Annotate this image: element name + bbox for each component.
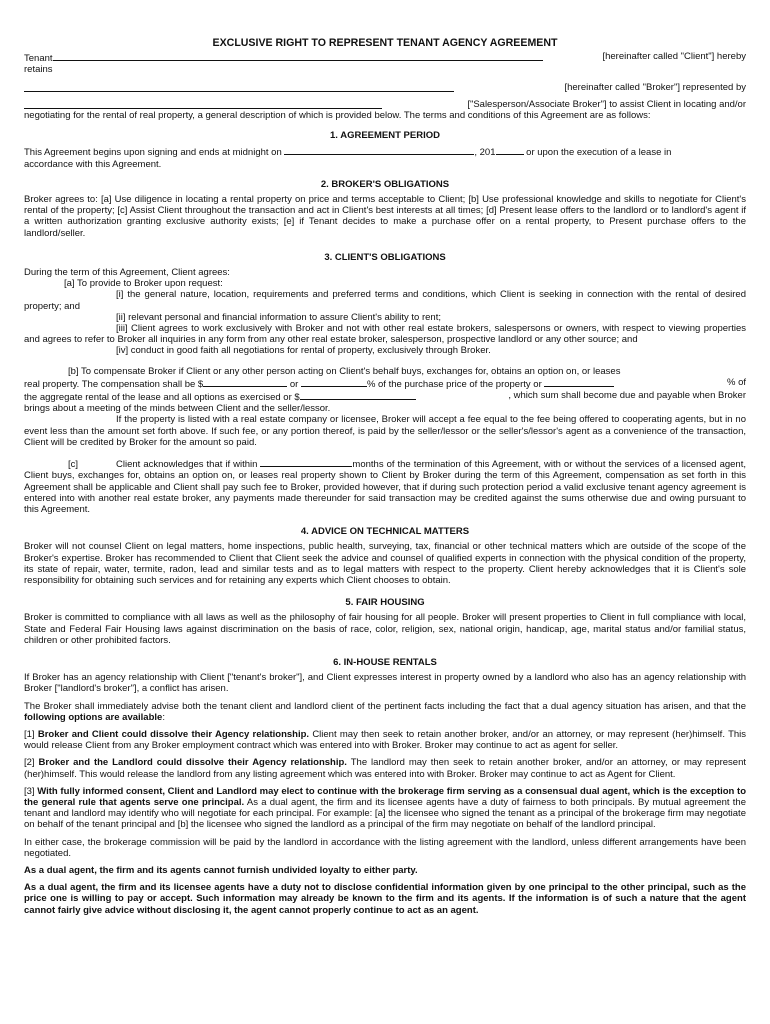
s6-para-1: If Broker has an agency relationship with Client ["tenant's broker"], and Client expresses interest in property owned by a landlord who also has an agency relationship with Broker ["landlord's broker"], a conflict has arisen. (24, 672, 746, 695)
s6-o1-label: [1] (24, 728, 38, 740)
s3-item-c (24, 457, 746, 515)
salesperson-line (24, 99, 746, 110)
intro-block (24, 51, 746, 121)
s6-para-2 (24, 701, 746, 723)
section-1-heading: 1. AGREEMENT PERIOD (330, 130, 440, 142)
s6-o3-label: [3] (24, 785, 38, 797)
s3-item-b-line3: brings about a meeting of the minds between Client and the seller/lessor. (24, 403, 331, 415)
agreement-document (24, 38, 746, 916)
tenant-line (24, 51, 746, 64)
rental-percent-field[interactable] (544, 377, 614, 387)
broker-name-field[interactable] (24, 82, 454, 92)
s1-text-a: This Agreement begins upon signing and ends at midnight on (24, 147, 282, 159)
s6-o3-text: As a dual agent, the firm and its licensee agents have a duty of fairness to both principals. By mutual agreement the tenant and landlord may identify who will negotiate for each principal. For example: [a] the licensee who signed the tenant as a principal of the brokerage firm may negotiate on behalf of the tenant principal and [b] the licensee who signed the landlord as a principal of the firm may negotiate on behalf of the landlord principal. (24, 796, 746, 831)
s3-item-b-first: [b] To compensate Broker if Client or any other person acting on Client's behalf buys, exchanges for, obtains an option on, or leases (68, 365, 621, 377)
s1-text-c: or upon the execution of a lease in (523, 147, 672, 159)
section-1-text (24, 145, 746, 158)
salesperson-name-field[interactable] (24, 99, 382, 109)
intro-paragraph: negotiating for the rental of real property, a general description of which is provided below. The terms and conditions of this Agreement are as follows: (24, 110, 651, 122)
s3-item-i-rest: the rental of desired property; and (24, 289, 746, 312)
s3-lead: During the term of this Agreement, Client agrees: (24, 267, 230, 279)
s6-option-3 (24, 786, 746, 831)
section-2-text: Broker agrees to: [a] Use diligence in locating a rental property on price and terms acceptable to Client; [b] Use professional knowledge and skills to negotiate for Client's rental of the property; [c] Assist Client throughout the transaction and act in Client's best interests at all times; [d] Present lease offers to the landlord or to landlord's agent if a written authorization granting exclusive authority exists; [e] if Tenant decides to make a purchase offer on a rental property, to Present purchase offers to the landlord/seller. (24, 194, 746, 239)
aggregate-amount-field[interactable] (300, 390, 416, 400)
purchase-percent-field[interactable] (301, 377, 367, 387)
s3-item-iii (24, 323, 746, 345)
s3-b-l2a: the aggregate rental of the lease and all options as exercised or $ (24, 392, 300, 404)
s3-item-i-first: [i] the general nature, location, requirements and preferred terms and conditions, which Client is seeking in connection with (116, 289, 655, 301)
retains-text: retains (24, 64, 53, 76)
section-4-heading: 4. ADVICE ON TECHNICAL MATTERS (300, 526, 470, 538)
s3-b-l1d: % of (726, 376, 746, 388)
section-5-heading: 5. FAIR HOUSING (345, 597, 425, 609)
end-year-field[interactable] (496, 145, 524, 155)
s3-item-iv: [iv] conduct in good faith all negotiations for rental of property, exclusively through Broker. (116, 345, 491, 357)
s6-p2-a: The Broker shall immediately advise both the tenant client and landlord client of the pertinent facts including the fact that a dual agency situation has arisen, and that the (24, 700, 746, 712)
s6-o3-bold: With fully informed consent, Client and Landlord may elect to continue with the brokerage firm serving as a consensual dual agent, which is the exception to the general rule that agents serve one principal. (24, 785, 746, 808)
s3-item-a: [a] To provide to Broker upon request: (64, 278, 223, 290)
s3-item-b-line1 (24, 377, 746, 390)
s3-item-b-line2 (24, 390, 746, 403)
s3-item-i (24, 289, 746, 311)
s6-para-either: In either case, the brokerage commission will be paid by the landlord in accordance with the listing agreement with the landlord, unless different arrangements have been negotiated. (24, 836, 746, 859)
tenant-name-field[interactable] (53, 51, 543, 61)
broker-line (24, 82, 746, 93)
s6-p2-b: following options are available (24, 711, 163, 723)
s6-option-2 (24, 757, 746, 779)
section-5-text: Broker is committed to compliance with all laws as well as the philosophy of fair housing for all people. Broker will present properties to Client in full compliance with local, State and Federal Fair Housing laws against discrimination on the basis of race, color, religion, sex, national origin, handicap, age, marital status and/or familial status, children or other prohibited factors. (24, 612, 746, 646)
s6-para-loyalty: As a dual agent, the firm and its agents cannot furnish undivided loyalty to either party. (24, 864, 418, 876)
s1-text-b: , 201 (474, 147, 496, 159)
s3-item-iii-rest: to viewing properties and agrees to refer to Broker all inquiries in any form from any other real estate broker, salesperson, prospective landlord or any other source; and (24, 323, 746, 346)
s6-p2-c: : (162, 711, 165, 723)
client-called-text: [hereinafter called "Client"] hereby (602, 51, 746, 63)
s3-item-iii-first: [iii] Client agrees to work exclusively with Broker and not with other real estate brokers, salespersons or owners, with respect (116, 323, 654, 335)
tenant-label: Tenant (24, 53, 53, 65)
end-date-field[interactable] (284, 145, 474, 155)
s3-b-l1a: real property. The compensation shall be $ (24, 378, 204, 390)
s3-b-l1c: % of the purchase price of the property or (366, 378, 545, 390)
s6-o2-label: [2] (24, 757, 39, 769)
broker-called-text: [hereinafter called "Broker"] represented by (564, 81, 746, 93)
s3-c-text-b: months of the termination of this Agreement, with or without the services of a licensed agent, Client buys, exchanges for, obtains an option on, or leases real property shown to Client by Broker during the term of this Agreement, compensation as set forth in this Agreement shall be applicable and Client shall pay such fee to Broker, provided however, that if during such protection period a valid exclusive tenant agency agreement is entered into with another real estate broker, any payments made thereunder for said transaction may be credited against the sums otherwise due and owing pursuant to this Agreement. (24, 459, 746, 515)
s6-o2-text: The landlord may then seek to retain another broker, and/or an attorney, or may represent (her)himself. This would release the landlord from any listing agreement which was entered into with Broker. Broker may continue to act as Agent for Client. (24, 757, 747, 780)
s3-item-b-para2: If the property is listed with a real estate company or licensee, Broker will accept a fee equal to the fee being offered to cooperating agents, but in no event less than the amount set forth above. If such fee, or any portion thereof, is paid by the seller/lessor or the seller's/lessor's agent as a convenience of the transaction, Client will be credited by Broker for the amount so paid. (24, 414, 746, 448)
protection-months-field[interactable] (260, 457, 352, 467)
section-4-text: Broker will not counsel Client on legal matters, home inspections, public health, surveying, tax, financial or other technical matters which are outside of the scope of the Broker's expertise. Broker has recommended to Client that Client seek the advice and counsel of qualified experts in connection with the physical condition of the property, its state of repair, water, termite, radon, lead and similar tests and as to legal matters with respect to the property. Client hereby acknowledges that it is Client's sole responsibility for obtaining such services and for retaining any experts which Client chooses to obtain. (24, 541, 746, 586)
s6-o1-bold: Broker and Client could dissolve their Agency relationship. (37, 728, 310, 740)
s3-c-label: [c] (68, 459, 79, 471)
s3-b-l1b: or (287, 378, 301, 390)
compensation-amount-field[interactable] (203, 377, 287, 387)
s6-para-duty: As a dual agent, the firm and its licensee agents have a duty not to disclose confidential information given by one principal to the other principal, such as the price one is willing to pay or accept. Such information may already be known to the firm and its agents. If the information is of such a nature that the agent cannot fairly give advice without disclosing it, the agent cannot properly continue to act as an agent. (24, 882, 746, 916)
section-3-heading: 3. CLIENT'S OBLIGATIONS (324, 251, 446, 263)
s6-o1-text: Client may then seek to retain another broker, and/or an attorney, or may represent (her)himself. This would release Client from any Broker employment contract which was entered into with Broker. Broker may continue to act as agent for seller. (24, 728, 747, 752)
section-6-heading: 6. IN-HOUSE RENTALS (333, 656, 437, 668)
document-title: EXCLUSIVE RIGHT TO REPRESENT TENANT AGENCY AGREEMENT (212, 37, 558, 49)
section-2-heading: 2. BROKER'S OBLIGATIONS (320, 178, 450, 190)
s6-option-1 (24, 729, 746, 751)
s3-c-text-a: Client acknowledges that if within (116, 459, 261, 471)
section-1-text-cont: accordance with this Agreement. (24, 158, 162, 170)
salesperson-called-text: ["Salesperson/Associate Broker"] to assist Client in locating and/or (467, 98, 746, 110)
s6-o2-bold: Broker and the Landlord could dissolve their Agency relationship. (38, 757, 347, 769)
s3-item-ii: [ii] relevant personal and financial information to assure Client's ability to rent; (116, 311, 441, 323)
s3-b-l2b: , which sum shall become due and payable when Broker (508, 390, 746, 402)
